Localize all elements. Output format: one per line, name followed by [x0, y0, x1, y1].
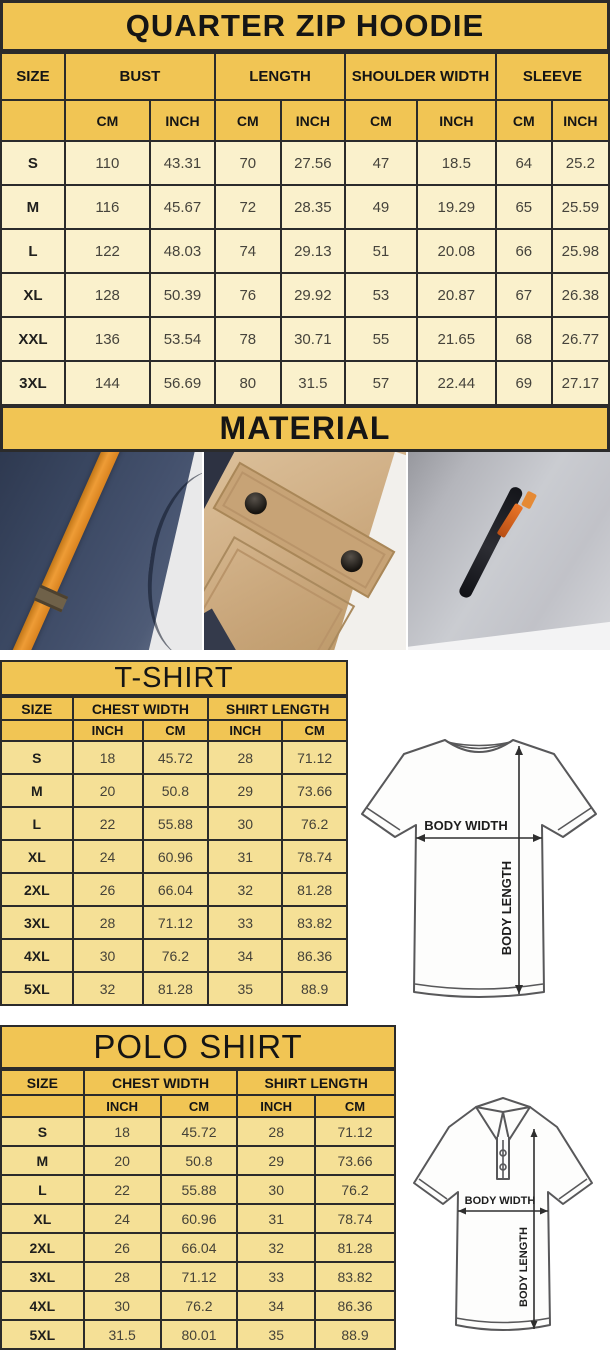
measurement-cell: 31.5: [281, 361, 345, 405]
unit-header: INCH: [281, 100, 345, 141]
unit-header: INCH: [552, 100, 609, 141]
size-cell: M: [1, 774, 73, 807]
measurement-cell: 26.77: [552, 317, 609, 361]
measurement-cell: 28: [73, 906, 143, 939]
measurement-cell: 34: [208, 939, 282, 972]
size-cell: S: [1, 741, 73, 774]
unit-header: CM: [282, 720, 347, 741]
measurement-cell: 30: [73, 939, 143, 972]
hoodie-section: [0, 0, 610, 406]
measurement-cell: 73.66: [282, 774, 347, 807]
background-wedge: [408, 618, 610, 650]
size-row: [1, 1320, 395, 1349]
measurement-cell: 18: [84, 1117, 161, 1146]
measurement-cell: 26.38: [552, 273, 609, 317]
measurement-cell: 110: [65, 141, 150, 185]
size-cell: XXL: [1, 317, 65, 361]
empty-cell: [1, 1095, 84, 1117]
measurement-cell: 29.92: [281, 273, 345, 317]
material-photo-gray-zipper: [408, 452, 610, 650]
measurement-cell: 86.36: [282, 939, 347, 972]
tshirt-table-body: [1, 741, 347, 1005]
material-photo-khaki-pocket: [204, 452, 406, 650]
measurement-cell: 81.28: [143, 972, 209, 1005]
measurement-cell: 24: [84, 1204, 161, 1233]
hoodie-sleeve-header: SLEEVE: [496, 53, 609, 100]
measurement-cell: 78.74: [282, 840, 347, 873]
size-row: [1, 840, 347, 873]
measurement-cell: 55: [345, 317, 417, 361]
measurement-cell: 30: [237, 1175, 315, 1204]
size-row: [1, 906, 347, 939]
hoodie-group-header-row: [1, 53, 609, 100]
measurement-cell: 76.2: [161, 1291, 238, 1320]
measurement-cell: 33: [208, 906, 282, 939]
empty-cell: [1, 100, 65, 141]
measurement-cell: 26: [84, 1233, 161, 1262]
size-row: [1, 1117, 395, 1146]
orange-drawstring: [6, 452, 123, 650]
size-row: [1, 873, 347, 906]
measurement-cell: 66.04: [143, 873, 209, 906]
size-row: [1, 939, 347, 972]
measurement-cell: 31: [237, 1204, 315, 1233]
measurement-cell: 28.35: [281, 185, 345, 229]
size-row: [1, 317, 609, 361]
size-row: [1, 807, 347, 840]
measurement-cell: 81.28: [315, 1233, 395, 1262]
measurement-cell: 60.96: [143, 840, 209, 873]
tshirt-line-art: [354, 716, 604, 1008]
measurement-cell: 34: [237, 1291, 315, 1320]
measurement-cell: 32: [237, 1233, 315, 1262]
measurement-cell: 80.01: [161, 1320, 238, 1349]
polo-line-art: [400, 1087, 606, 1343]
polo-diagram: [396, 1025, 610, 1343]
measurement-cell: 53: [345, 273, 417, 317]
tshirt-title: T-SHIRT: [0, 660, 348, 696]
measurement-cell: 53.54: [150, 317, 215, 361]
measurement-cell: 29.13: [281, 229, 345, 273]
hoodie-size-table: [0, 52, 610, 406]
measurement-cell: 45.67: [150, 185, 215, 229]
measurement-cell: 71.12: [282, 741, 347, 774]
unit-header: INCH: [208, 720, 282, 741]
measurement-cell: 31.5: [84, 1320, 161, 1349]
measurement-cell: 128: [65, 273, 150, 317]
zipper: [457, 485, 524, 600]
measurement-cell: 76.2: [315, 1175, 395, 1204]
size-cell: 2XL: [1, 1233, 84, 1262]
measurement-cell: 57: [345, 361, 417, 405]
size-cell: 5XL: [1, 1320, 84, 1349]
measurement-cell: 71.12: [315, 1117, 395, 1146]
unit-header: CM: [65, 100, 150, 141]
measurement-cell: 20: [84, 1146, 161, 1175]
size-cell: 3XL: [1, 906, 73, 939]
measurement-cell: 45.72: [143, 741, 209, 774]
measurement-cell: 71.12: [161, 1262, 238, 1291]
size-row: [1, 141, 609, 185]
body-length-label: BODY LENGTH: [499, 860, 514, 956]
hoodie-length-header: LENGTH: [215, 53, 345, 100]
measurement-cell: 88.9: [315, 1320, 395, 1349]
measurement-cell: 122: [65, 229, 150, 273]
measurement-cell: 20.08: [417, 229, 496, 273]
measurement-cell: 26: [73, 873, 143, 906]
measurement-cell: 83.82: [315, 1262, 395, 1291]
measurement-cell: 35: [208, 972, 282, 1005]
unit-header: INCH: [73, 720, 143, 741]
measurement-cell: 20: [73, 774, 143, 807]
measurement-cell: 32: [208, 873, 282, 906]
size-row: [1, 1175, 395, 1204]
measurement-cell: 28: [84, 1262, 161, 1291]
size-row: [1, 185, 609, 229]
tshirt-chest-header: CHEST WIDTH: [73, 697, 209, 720]
measurement-cell: 22: [84, 1175, 161, 1204]
measurement-cell: 144: [65, 361, 150, 405]
empty-cell: [1, 720, 73, 741]
hoodie-shoulder-header: SHOULDER WIDTH: [345, 53, 496, 100]
measurement-cell: 72: [215, 185, 281, 229]
measurement-cell: 22.44: [417, 361, 496, 405]
size-cell: XL: [1, 840, 73, 873]
polo-chest-header: CHEST WIDTH: [84, 1070, 238, 1095]
size-row: [1, 1262, 395, 1291]
size-row: [1, 1146, 395, 1175]
measurement-cell: 22: [73, 807, 143, 840]
pocket-seam: [137, 463, 202, 650]
polo-size-header: SIZE: [1, 1070, 84, 1095]
body-width-label: BODY WIDTH: [464, 1195, 536, 1207]
measurement-cell: 18.5: [417, 141, 496, 185]
measurement-cell: 50.8: [161, 1146, 238, 1175]
measurement-cell: 30: [84, 1291, 161, 1320]
measurement-cell: 27.17: [552, 361, 609, 405]
measurement-cell: 47: [345, 141, 417, 185]
measurement-cell: 32: [73, 972, 143, 1005]
size-row: [1, 1204, 395, 1233]
tshirt-section: [0, 660, 610, 1008]
measurement-cell: 49: [345, 185, 417, 229]
size-row: [1, 972, 347, 1005]
size-cell: M: [1, 185, 65, 229]
size-cell: 4XL: [1, 1291, 84, 1320]
unit-header: INCH: [237, 1095, 315, 1117]
measurement-cell: 60.96: [161, 1204, 238, 1233]
size-row: [1, 774, 347, 807]
polo-section: [0, 1025, 610, 1350]
measurement-cell: 29: [237, 1146, 315, 1175]
tshirt-diagram: [348, 660, 610, 1008]
size-cell: XL: [1, 273, 65, 317]
tshirt-unit-header-row: [1, 720, 347, 741]
measurement-cell: 74: [215, 229, 281, 273]
unit-header: CM: [143, 720, 209, 741]
measurement-cell: 45.72: [161, 1117, 238, 1146]
measurement-cell: 76: [215, 273, 281, 317]
measurement-cell: 27.56: [281, 141, 345, 185]
tshirt-table-block: [0, 660, 348, 1006]
measurement-cell: 51: [345, 229, 417, 273]
size-cell: 3XL: [1, 1262, 84, 1291]
measurement-cell: 65: [496, 185, 552, 229]
body-length-label: BODY LENGTH: [518, 1227, 530, 1307]
measurement-cell: 136: [65, 317, 150, 361]
measurement-cell: 55.88: [161, 1175, 238, 1204]
size-cell: M: [1, 1146, 84, 1175]
tshirt-group-header-row: [1, 697, 347, 720]
measurement-cell: 25.2: [552, 141, 609, 185]
measurement-cell: 73.66: [315, 1146, 395, 1175]
measurement-cell: 69: [496, 361, 552, 405]
hoodie-title: QUARTER ZIP HOODIE: [0, 0, 610, 52]
measurement-cell: 30: [208, 807, 282, 840]
measurement-cell: 20.87: [417, 273, 496, 317]
size-cell: L: [1, 1175, 84, 1204]
measurement-cell: 29: [208, 774, 282, 807]
polo-group-header-row: [1, 1070, 395, 1095]
unit-header: CM: [496, 100, 552, 141]
unit-header: CM: [315, 1095, 395, 1117]
measurement-cell: 50.39: [150, 273, 215, 317]
measurement-cell: 67: [496, 273, 552, 317]
material-photo-navy-drawstring: [0, 452, 202, 650]
measurement-cell: 68: [496, 317, 552, 361]
unit-header: CM: [215, 100, 281, 141]
measurement-cell: 25.59: [552, 185, 609, 229]
size-cell: 5XL: [1, 972, 73, 1005]
measurement-cell: 66.04: [161, 1233, 238, 1262]
measurement-cell: 33: [237, 1262, 315, 1291]
measurement-cell: 86.36: [315, 1291, 395, 1320]
polo-table-block: [0, 1025, 396, 1350]
measurement-cell: 24: [73, 840, 143, 873]
measurement-cell: 76.2: [282, 807, 347, 840]
polo-title: POLO SHIRT: [0, 1025, 396, 1069]
measurement-cell: 50.8: [143, 774, 209, 807]
polo-unit-header-row: [1, 1095, 395, 1117]
measurement-cell: 76.2: [143, 939, 209, 972]
unit-header: INCH: [84, 1095, 161, 1117]
measurement-cell: 88.9: [282, 972, 347, 1005]
measurement-cell: 18: [73, 741, 143, 774]
hoodie-bust-header: BUST: [65, 53, 215, 100]
size-cell: XL: [1, 1204, 84, 1233]
measurement-cell: 64: [496, 141, 552, 185]
unit-header: CM: [345, 100, 417, 141]
measurement-cell: 19.29: [417, 185, 496, 229]
measurement-cell: 21.65: [417, 317, 496, 361]
measurement-cell: 31: [208, 840, 282, 873]
measurement-cell: 78.74: [315, 1204, 395, 1233]
hoodie-size-header: SIZE: [1, 53, 65, 100]
measurement-cell: 71.12: [143, 906, 209, 939]
measurement-cell: 116: [65, 185, 150, 229]
polo-table-body: [1, 1117, 395, 1349]
hoodie-unit-header-row: [1, 100, 609, 141]
measurement-cell: 35: [237, 1320, 315, 1349]
polo-length-header: SHIRT LENGTH: [237, 1070, 395, 1095]
measurement-cell: 66: [496, 229, 552, 273]
size-cell: 4XL: [1, 939, 73, 972]
tshirt-length-header: SHIRT LENGTH: [208, 697, 347, 720]
size-row: [1, 1233, 395, 1262]
unit-header: CM: [161, 1095, 238, 1117]
zipper-slider: [521, 491, 537, 510]
size-row: [1, 361, 609, 405]
measurement-cell: 43.31: [150, 141, 215, 185]
measurement-cell: 78: [215, 317, 281, 361]
size-row: [1, 741, 347, 774]
measurement-cell: 28: [208, 741, 282, 774]
polo-size-table: [0, 1069, 396, 1350]
tshirt-size-header: SIZE: [1, 697, 73, 720]
size-cell: L: [1, 229, 65, 273]
size-cell: S: [1, 141, 65, 185]
size-row: [1, 1291, 395, 1320]
measurement-cell: 56.69: [150, 361, 215, 405]
measurement-cell: 28: [237, 1117, 315, 1146]
measurement-cell: 81.28: [282, 873, 347, 906]
size-cell: 2XL: [1, 873, 73, 906]
material-photos: [0, 452, 610, 650]
tshirt-size-table: [0, 696, 348, 1006]
measurement-cell: 55.88: [143, 807, 209, 840]
unit-header: INCH: [150, 100, 215, 141]
size-cell: L: [1, 807, 73, 840]
measurement-cell: 48.03: [150, 229, 215, 273]
size-cell: 3XL: [1, 361, 65, 405]
material-title: MATERIAL: [0, 406, 610, 452]
size-row: [1, 273, 609, 317]
hoodie-table-body: [1, 141, 609, 405]
size-row: [1, 229, 609, 273]
measurement-cell: 83.82: [282, 906, 347, 939]
measurement-cell: 30.71: [281, 317, 345, 361]
unit-header: INCH: [417, 100, 496, 141]
size-cell: S: [1, 1117, 84, 1146]
measurement-cell: 70: [215, 141, 281, 185]
measurement-cell: 80: [215, 361, 281, 405]
body-width-label: BODY WIDTH: [424, 818, 508, 833]
measurement-cell: 25.98: [552, 229, 609, 273]
